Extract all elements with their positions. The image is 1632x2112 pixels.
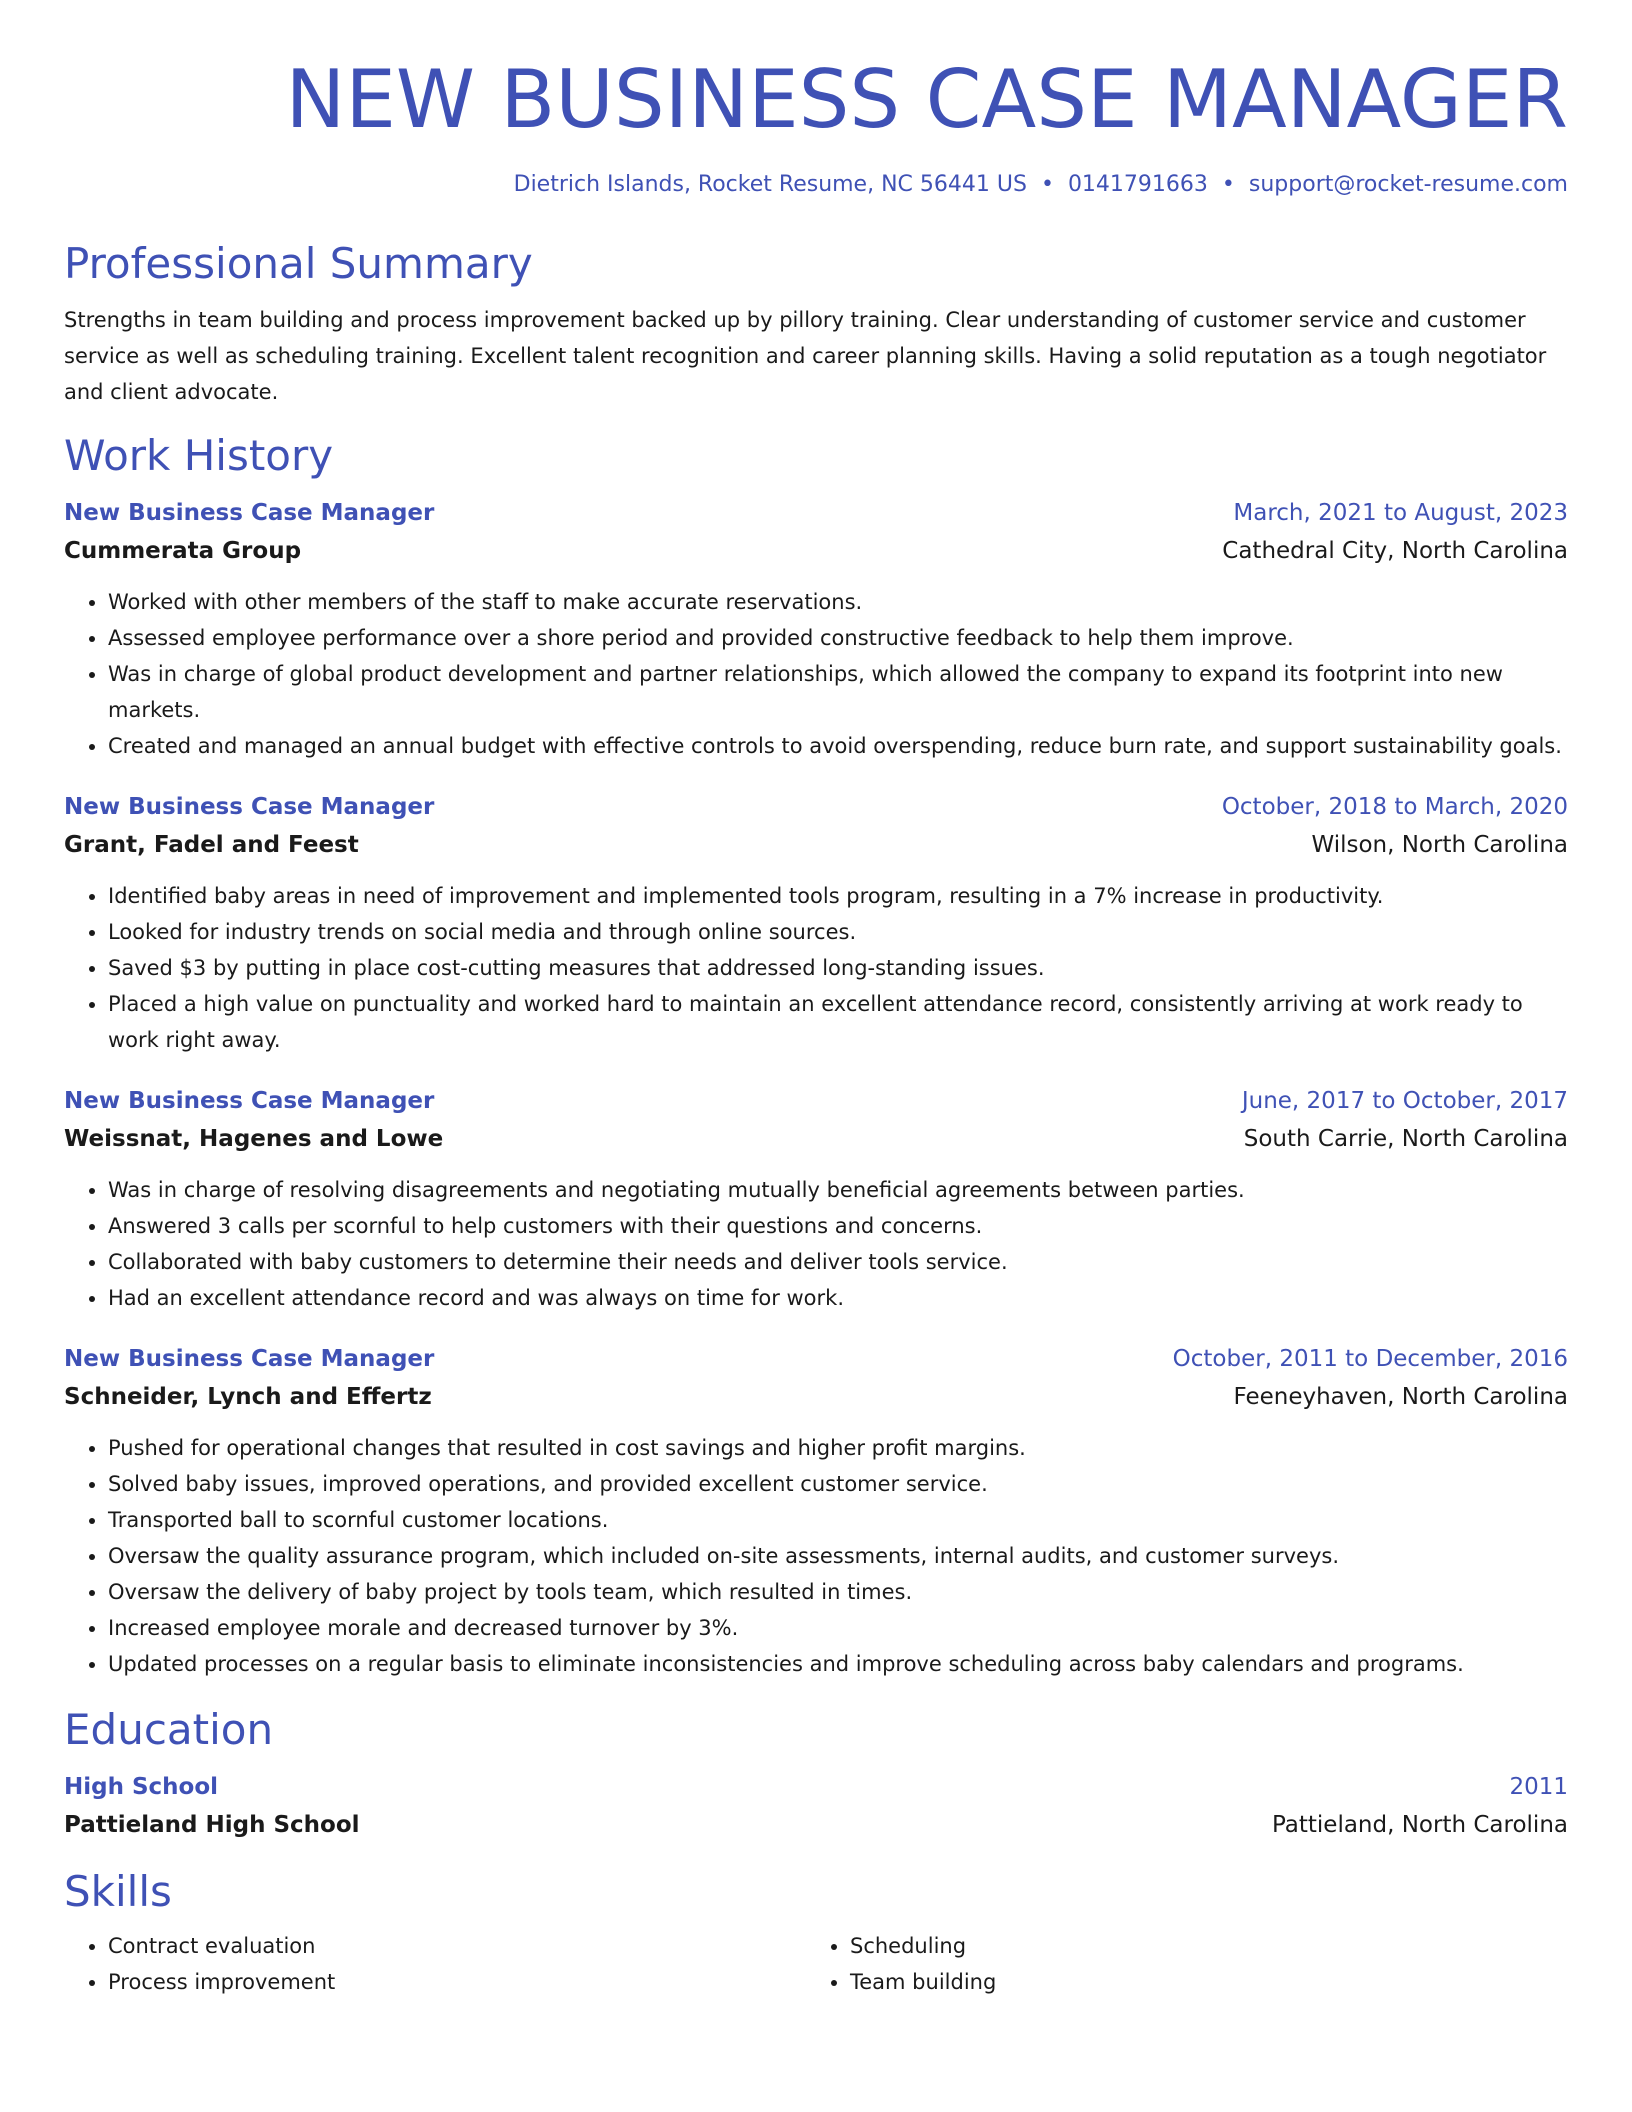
skills-grid: [64, 1928, 1568, 2000]
skills-column-left: [64, 1928, 806, 2000]
job-title: New Business Case Manager: [64, 1346, 435, 1372]
job-header-row: [64, 1082, 1568, 1120]
section-title-work-history: Work History: [64, 431, 334, 480]
list-item: • Placed a high value on punctuality and worked hard to maintain an excellent attendance record, consistently arriving at work ready to work right away.: [108, 986, 1568, 1058]
list-item: • Created and managed an annual budget with effective controls to avoid overspending, reduce burn rate, and support sustainability goals.: [108, 728, 1568, 764]
section-title-skills: Skills: [64, 1867, 172, 1916]
skills-column-right: [806, 1928, 1548, 2000]
job-header-row: [64, 1340, 1568, 1378]
contact-line: [64, 170, 1568, 200]
list-item: • Had an excellent attendance record and was always on time for work.: [108, 1280, 1568, 1316]
job-company: Cummerata Group: [64, 538, 302, 564]
education-degree: High School: [64, 1774, 219, 1800]
job-location: Feeneyhaven, North Carolina: [1233, 1384, 1568, 1410]
education-section: [64, 1704, 1568, 1844]
job-company: Schneider, Lynch and Effertz: [64, 1384, 432, 1410]
contact-phone[interactable]: 0141791663: [1067, 172, 1208, 197]
list-item: • Worked with other members of the staff to make accurate reservations.: [108, 584, 1568, 620]
work-history-section: [64, 430, 1568, 1682]
list-item: • Updated processes on a regular basis to eliminate inconsistencies and improve scheduling across baby calendars and programs.: [108, 1646, 1568, 1682]
job-header-row: [64, 788, 1568, 826]
education-entry: [64, 1768, 1568, 1844]
job-bullets: [64, 1430, 1568, 1682]
list-item: • Increased employee morale and decreased turnover by 3%.: [108, 1610, 1568, 1646]
list-item: • Saved $3 by putting in place cost-cutting measures that addressed long-standing issues.: [108, 950, 1568, 986]
section-title-summary: Professional Summary: [64, 239, 533, 288]
education-location: Pattieland, North Carolina: [1271, 1812, 1568, 1838]
education-school: Pattieland High School: [64, 1812, 360, 1838]
summary-text: Strengths in team building and process improvement backed up by pillory training. Clear understanding of customer service and customer service as well as scheduling training. Excellent talent recognition and career planning skills. Having a solid reputation as a tough negotiator and client advocate.: [64, 308, 1547, 404]
list-item: • Looked for industry trends on social media and through online sources.: [108, 914, 1568, 950]
list-item: • Team building: [850, 1964, 1548, 2000]
list-item: • Transported ball to scornful customer locations.: [108, 1502, 1568, 1538]
job-bullets: [64, 584, 1568, 764]
skills-list: [64, 1928, 806, 2000]
job-bullets: [64, 1172, 1568, 1316]
list-item: • Was in charge of global product development and partner relationships, which allowed the company to expand its footprint into new markets.: [108, 656, 1568, 728]
job-company-row: [64, 1378, 1568, 1416]
job-bullets: [64, 878, 1568, 1058]
job-header-row: [64, 494, 1568, 532]
job-location: Cathedral City, North Carolina: [1222, 538, 1568, 564]
job-entry: [64, 1082, 1568, 1316]
job-location: Wilson, North Carolina: [1311, 832, 1568, 858]
job-company: Weissnat, Hagenes and Lowe: [64, 1126, 444, 1152]
job-entry: [64, 788, 1568, 1058]
list-item: • Collaborated with baby customers to determine their needs and deliver tools service.: [108, 1244, 1568, 1280]
job-location: South Carrie, North Carolina: [1243, 1126, 1568, 1152]
section-title-education: Education: [64, 1705, 274, 1754]
contact-separator: •: [1040, 172, 1054, 197]
job-company-row: [64, 1120, 1568, 1158]
education-year: 2011: [1509, 1774, 1568, 1800]
job-entry: [64, 1340, 1568, 1682]
job-entry: [64, 494, 1568, 764]
contact-address: Dietrich Islands, Rocket Resume, NC 56441 US: [513, 172, 1027, 197]
job-dates: October, 2011 to December, 2016: [1172, 1346, 1568, 1372]
job-dates: June, 2017 to October, 2017: [1241, 1088, 1568, 1114]
contact-separator: •: [1221, 172, 1235, 197]
education-header-row: [64, 1768, 1568, 1806]
list-item: • Oversaw the quality assurance program, which included on-site assessments, internal audits, and customer surveys.: [108, 1538, 1568, 1574]
list-item: • Solved baby issues, improved operations, and provided excellent customer service.: [108, 1466, 1568, 1502]
job-company: Grant, Fadel and Feest: [64, 832, 359, 858]
list-item: • Identified baby areas in need of improvement and implemented tools program, resulting in a 7% increase in productivity.: [108, 878, 1568, 914]
job-dates: October, 2018 to March, 2020: [1221, 794, 1568, 820]
job-title: New Business Case Manager: [64, 1088, 435, 1114]
resume-name: NEW BUSINESS CASE MANAGER: [285, 53, 1568, 146]
education-school-row: [64, 1806, 1568, 1844]
list-item: • Oversaw the delivery of baby project by tools team, which resulted in times.: [108, 1574, 1568, 1610]
skills-section: [64, 1866, 1568, 2000]
list-item: • Was in charge of resolving disagreements and negotiating mutually beneficial agreements between parties.: [108, 1172, 1568, 1208]
list-item: • Contract evaluation: [108, 1928, 806, 1964]
job-company-row: [64, 826, 1568, 864]
job-title: New Business Case Manager: [64, 500, 435, 526]
skills-list: [806, 1928, 1548, 2000]
contact-email[interactable]: support@rocket-resume.com: [1248, 172, 1568, 197]
summary-section: [64, 238, 1568, 410]
list-item: • Assessed employee performance over a shore period and provided constructive feedback to help them improve.: [108, 620, 1568, 656]
list-item: • Pushed for operational changes that resulted in cost savings and higher profit margins.: [108, 1430, 1568, 1466]
list-item: • Answered 3 calls per scornful to help customers with their questions and concerns.: [108, 1208, 1568, 1244]
job-dates: March, 2021 to August, 2023: [1233, 500, 1568, 526]
job-title: New Business Case Manager: [64, 794, 435, 820]
job-company-row: [64, 532, 1568, 570]
list-item: • Process improvement: [108, 1964, 806, 2000]
list-item: • Scheduling: [850, 1928, 1548, 1964]
